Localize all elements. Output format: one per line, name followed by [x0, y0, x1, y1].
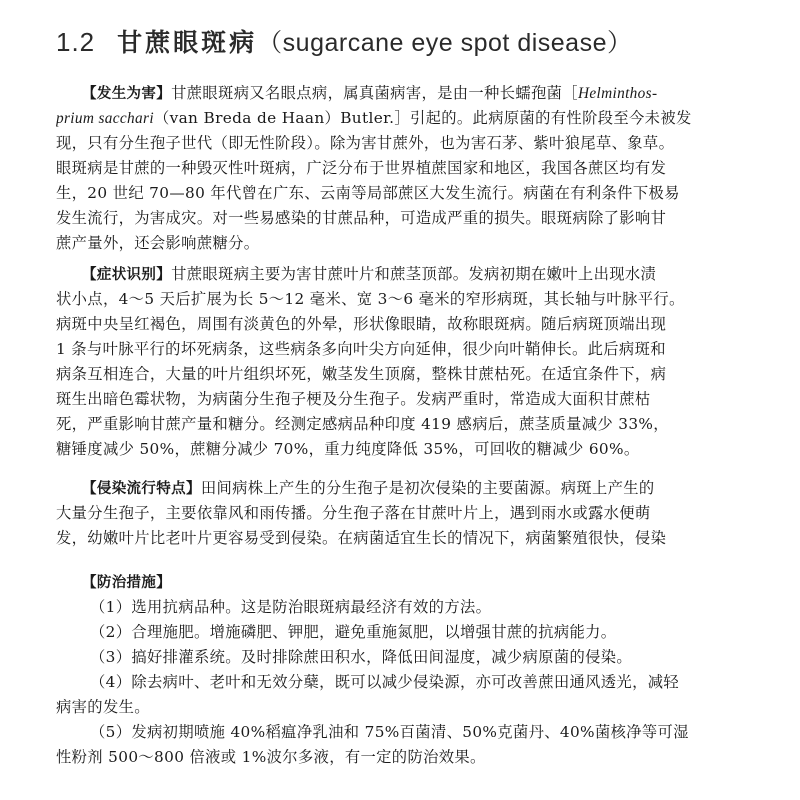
- control-item-1: （1）选用抗病品种。这是防治眼斑病最经济有效的方法。: [90, 598, 492, 616]
- control-label-line: [82, 571, 756, 594]
- occurrence-line-2: [56, 107, 756, 130]
- control-item-5-cont: 性粉剂 500～800 倍液或 1%波尔多液，有一定的防治效果。: [56, 748, 486, 766]
- occurrence-line-5: 生，20 世纪 70—80 年代曾在广东、云南等局部蔗区大发生流行。病菌在有利条件下极易: [56, 184, 680, 202]
- control-item-2: （2）合理施肥。增施磷肥、钾肥，避免重施氮肥，以增强甘蔗的抗病能力。: [90, 623, 617, 641]
- control-item-4: （4）除去病叶、老叶和无效分蘖，既可以减少侵染源，亦可改善蔗田通风透光，减轻: [90, 673, 680, 691]
- spread-text: 田间病株上产生的分生孢子是初次侵染的主要菌源。病斑上产生的: [200, 479, 655, 497]
- control-item-4-cont: 病害的发生。: [56, 698, 150, 716]
- spread-label: 【侵染流行特点】: [82, 481, 201, 497]
- symptoms-line-2: 状小点，4～5 天后扩展为长 5～12 毫米、宽 3～6 毫米的窄形病斑，其长轴与叶脉平行。: [56, 290, 685, 308]
- control-label: 【防治措施】: [82, 575, 172, 591]
- spread-line-1: [82, 477, 756, 500]
- control-item-3: （3）搞好排灌系统。及时排除蔗田积水，降低田间湿度，减少病原菌的侵染。: [90, 648, 633, 666]
- occurrence-line-3: 现，只有分生孢子世代（即无性阶段）。除为害甘蔗外，也为害石茅、紫叶狼尾草、象草。: [56, 134, 675, 152]
- occurrence-line-7: 蔗产量外，还会影响蔗糖分。: [56, 234, 260, 252]
- symptoms-label: 【症状识别】: [82, 267, 172, 283]
- occurrence-line-6: 发生流行，为害成灾。对一些易感染的甘蔗品种，可造成严重的损失。眼斑病除了影响甘: [56, 209, 667, 227]
- symptoms-line-5: 病条互相连合，大量的叶片组织坏死，嫩茎发生顶腐，整株甘蔗枯死。在适宜条件下，病: [56, 365, 667, 383]
- section-number: 1.2: [56, 27, 96, 57]
- pathogen-species: prium sacchari: [56, 110, 154, 127]
- symptoms-line-7: 死，严重影响甘蔗产量和糖分。经测定感病品种印度 419 感病后，蔗茎质量减少 33%，: [56, 415, 669, 433]
- section-heading: [56, 24, 633, 61]
- pathogen-genus: Helminthos-: [577, 85, 658, 102]
- symptoms-line-4: 1 条与叶脉平行的坏死病条，这些病条多向叶尖方向延伸，很少向叶鞘伸长。此后病斑和: [56, 340, 666, 358]
- occurrence-text: （van Breda de Haan）Butler.］引起的。此病原菌的有性阶段至今未被发: [153, 109, 692, 127]
- occurrence-text: 甘蔗眼斑病又名眼点病，属真菌病害，是由一种长蠕孢菌［: [171, 84, 578, 102]
- occurrence-line-4: 眼斑病是甘蔗的一种毁灭性叶斑病，广泛分布于世界植蔗国家和地区，我国各蔗区均有发: [56, 159, 667, 177]
- spread-line-3: 发，幼嫩叶片比老叶片更容易受到侵染。在病菌适宜生长的情况下，病菌繁殖很快，侵染: [56, 529, 667, 547]
- symptoms-line-6: 斑生出暗色霉状物，为病菌分生孢子梗及分生孢子。发病严重时，常造成大面积甘蔗枯: [56, 390, 651, 408]
- section-title-cn: 甘蔗眼斑病: [117, 28, 258, 57]
- spread-line-2: 大量分生孢子，主要依靠风和雨传播。分生孢子落在甘蔗叶片上，遇到雨水或露水便萌: [56, 504, 651, 522]
- symptoms-line-8: 糖锤度减少 50%，蔗糖分减少 70%，重力纯度降低 35%，可回收的糖减少 60%。: [56, 440, 640, 458]
- symptoms-line-3: 病斑中央呈红褐色，周围有淡黄色的外晕，形状像眼睛，故称眼斑病。随后病斑顶端出现: [56, 315, 667, 333]
- occurrence-label: 【发生为害】: [82, 86, 172, 102]
- occurrence-line-1: [82, 82, 756, 105]
- symptoms-text: 甘蔗眼斑病主要为害甘蔗叶片和蔗茎顶部。发病初期在嫩叶上出现水渍: [171, 265, 657, 283]
- symptoms-line-1: [82, 263, 756, 286]
- control-item-5: （5）发病初期喷施 40%稻瘟净乳油和 75%百菌清、50%克菌丹、40%菌核净等可湿: [90, 723, 689, 741]
- section-title-en: （sugarcane eye spot disease）: [257, 29, 633, 57]
